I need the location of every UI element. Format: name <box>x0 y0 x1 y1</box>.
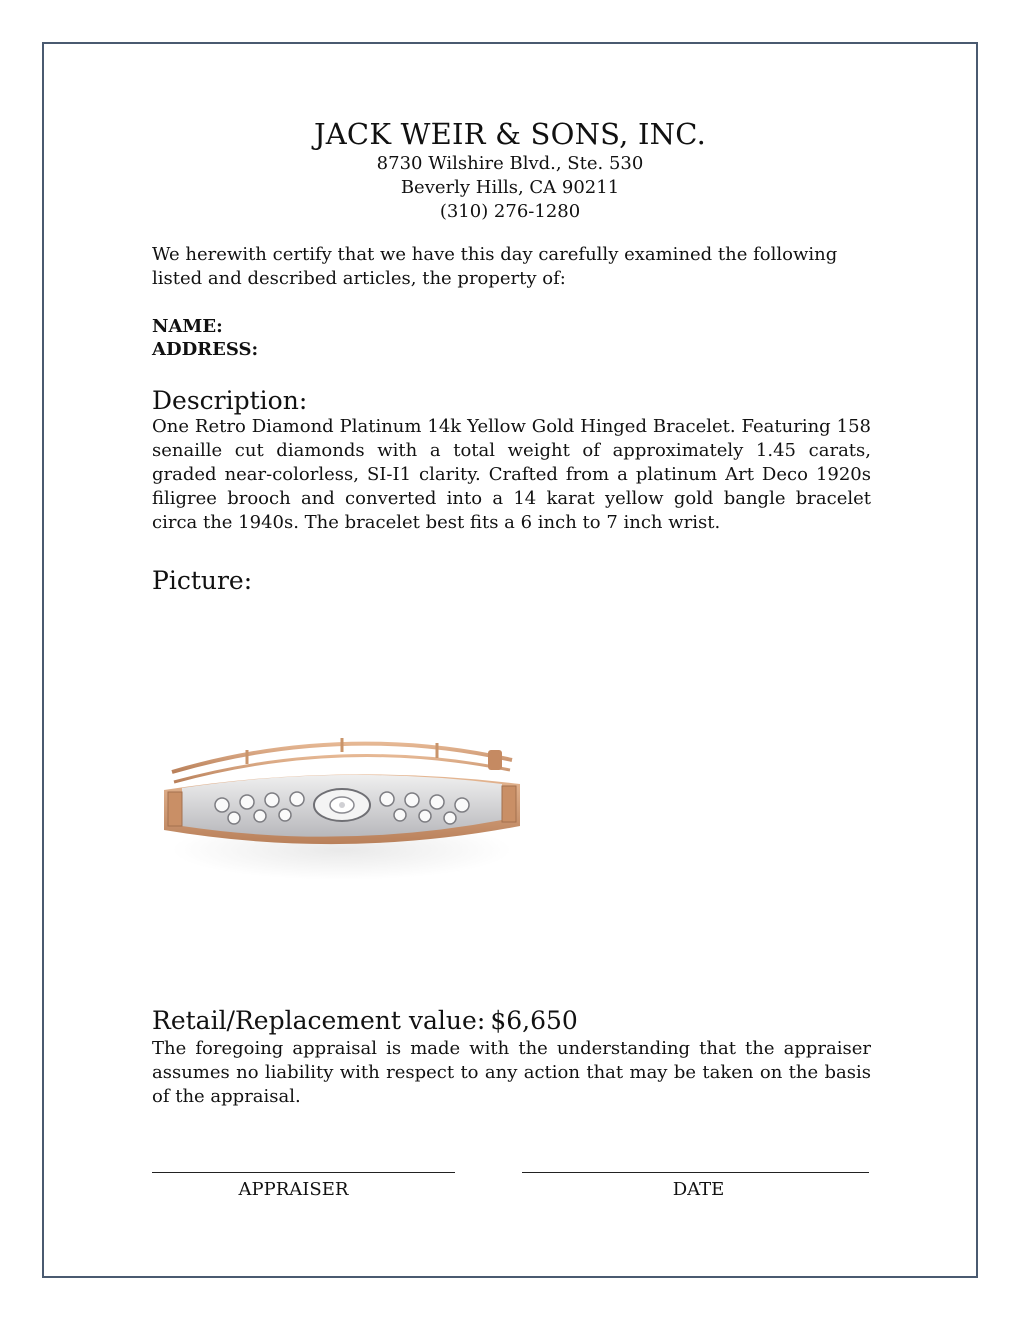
company-phone: (310) 276-1280 <box>439 201 581 222</box>
address-label: ADDRESS: <box>152 339 259 360</box>
bracelet-photo <box>152 680 532 950</box>
description-text: One Retro Diamond Platinum 14k Yellow Gold Hinged Bracelet. Featuring 158 senaille cut diamonds with a total weight of approximately 1.45 carats, graded near-colorless, SI-I1 clarity. Crafted from a platinum Art Deco 1920s filigree brooch and converted into a 14 karat yellow gold bangle bracelet circa the 1940s. The bracelet best fits a 6 inch to 7 inch wrist. <box>152 416 871 533</box>
certify-statement: We herewith certify that we have this day carefully examined the following listed and described articles, the property of: <box>152 244 838 289</box>
picture-heading: Picture: <box>152 566 253 595</box>
bracelet-illustration <box>152 680 532 950</box>
value-amount: $6,650 <box>490 1006 578 1035</box>
value-block <box>152 1006 871 1036</box>
value-label: Retail/Replacement value: <box>152 1006 486 1035</box>
date-signature-line <box>522 1172 869 1173</box>
appraiser-signature-line <box>152 1172 455 1173</box>
description-heading: Description: <box>152 386 308 415</box>
company-name: JACK WEIR & SONS, INC. <box>313 117 707 151</box>
company-address-line1: 8730 Wilshire Blvd., Ste. 530 <box>376 153 644 174</box>
disclaimer-text: The foregoing appraisal is made with the understanding that the appraiser assumes no liability with respect to any action that may be taken on the basis of the appraisal. <box>152 1038 871 1107</box>
name-label: NAME: <box>152 316 223 337</box>
appraiser-label: APPRAISER <box>238 1179 349 1200</box>
date-label: DATE <box>672 1179 725 1200</box>
company-address-line2: Beverly Hills, CA 90211 <box>400 177 620 198</box>
letterhead <box>0 116 1020 224</box>
owner-block <box>152 315 871 361</box>
